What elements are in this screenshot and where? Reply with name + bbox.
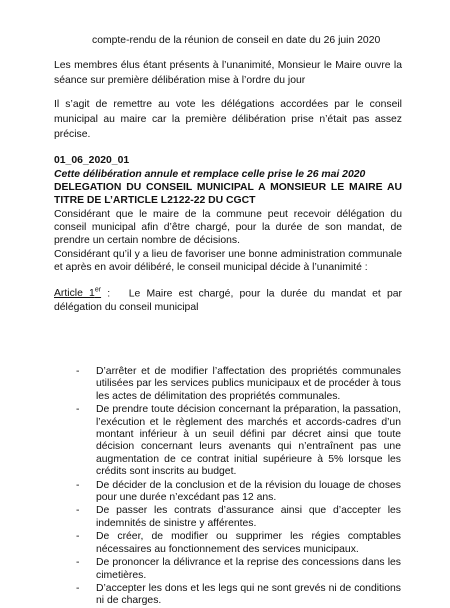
intro-paragraph: Les membres élus étant présents à l’unanimité, Monsieur le Maire ouvre la séance sur première délibération mise à l’ordre du jour [54, 60, 402, 86]
delegation-list [76, 366, 401, 608]
purpose-paragraph: Il s’agit de remettre au vote les délégations accordées par le conseil municipal au maire car la première délibération prise n’était pas assez précise. [54, 99, 402, 140]
considerant-2: Considérant qu’il y a lieu de favoriser une bonne administration communale et après en avoir délibéré, le conseil municipal décide à l’unanimité : [54, 249, 402, 274]
list-item: - De créer, de modifier ou supprimer les régies comptables nécessaires au fonctionnement des services municipaux. [76, 531, 401, 555]
list-item: - De prononcer la délivrance et la reprise des concessions dans les cimetières. [76, 557, 401, 581]
list-item: - De décider de la conclusion et de la révision du louage de choses pour une durée n’excédant pas 12 ans. [76, 479, 401, 504]
deliberation-note: Cette délibération annule et remplace celle prise le 26 mai 2020 [54, 169, 366, 180]
list-item: - D’arrêter et de modifier l’affectation des propriétés communales utilisées par les services publics municipaux et de procéder à tous les actes de délimitation des propriétés communales. [76, 366, 401, 402]
list-item: - D’accepter les dons et les legs qui ne sont grevés ni de conditions ni de charges. [76, 582, 401, 607]
considerant-1: Considérant que le maire de la commune peut recevoir délégation du conseil municipal afin d’être chargé, pour la durée de son mandat, de prendre un certain nombre de décisions. [54, 209, 402, 247]
document-title: compte-rendu de la réunion de conseil en date du 26 juin 2020 [92, 35, 381, 46]
article-1: Article 1er : Le Maire est chargé, pour la durée du mandat et par délégation du conseil municipal [54, 287, 402, 313]
deliberation-number: 01_06_2020_01 [54, 155, 130, 166]
deliberation-heading: DELEGATION DU CONSEIL MUNICIPAL A MONSIEUR LE MAIRE AU TITRE DE L’ARTICLE L2122-22 DU CGCT [54, 182, 402, 206]
list-item: - De prendre toute décision concernant la préparation, la passation, l’exécution et le règlement des marchés et accords-cadres d’un montant inférieur à un seuil défini par décret ainsi que toute décision concernant leurs avenants qui n’entraînent pas une augmentation de ce contrat initial supérieure à 5% lorsque les crédits sont inscrits au budget. [76, 404, 401, 478]
article-label: Article 1er [54, 287, 102, 300]
article-text: Le Maire est chargé, pour la durée du mandat et par délégation du conseil municipal [54, 288, 402, 313]
list-item: - De passer les contrats d’assurance ainsi que d’accepter les indemnités de sinistre y afférentes. [76, 505, 401, 529]
